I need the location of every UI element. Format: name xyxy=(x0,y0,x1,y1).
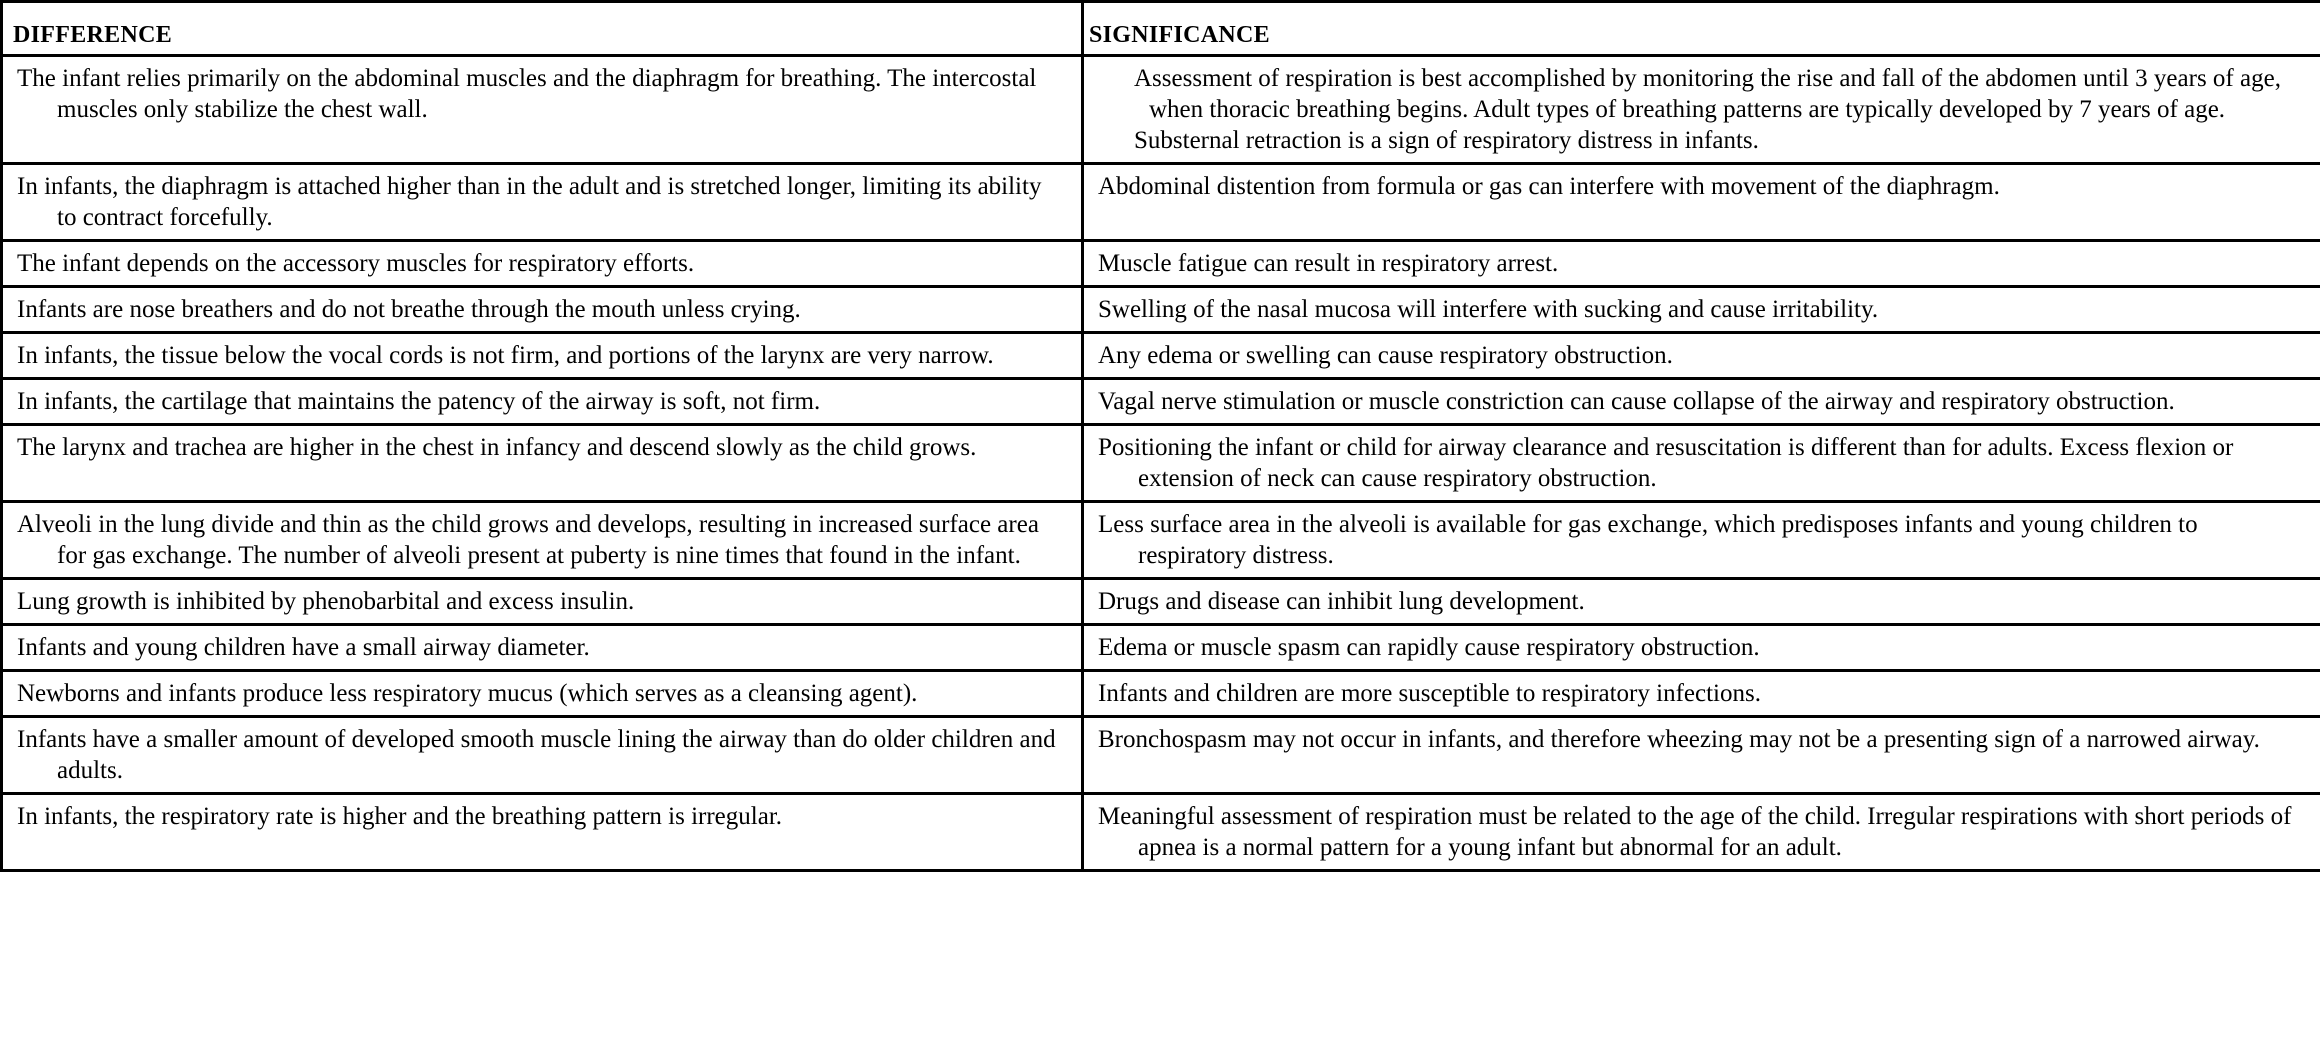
significance-text: Infants and children are more susceptible to respiratory infections. xyxy=(1098,680,1761,707)
table-row xyxy=(2,241,2320,287)
table-row xyxy=(2,794,2320,871)
table-row xyxy=(2,164,2320,241)
table-row xyxy=(2,717,2320,794)
cell-significance xyxy=(1083,671,2320,717)
significance-text: Meaningful assessment of respiration must be related to the age of the child. Irregular respirations with short periods of apnea is a normal pattern for a young infant but abnormal for an adult. xyxy=(1098,803,2292,861)
difference-text: Infants are nose breathers and do not breathe through the mouth unless crying. xyxy=(17,296,801,323)
cell-significance xyxy=(1083,379,2320,425)
cell-significance xyxy=(1083,164,2320,241)
header-difference: DIFFERENCE xyxy=(2,2,1083,56)
significance-text: Muscle fatigue can result in respiratory arrest. xyxy=(1098,250,1559,277)
significance-text: Positioning the infant or child for airway clearance and resuscitation is different than for adults. Excess flexion or extension of neck can cause respiratory obstruction. xyxy=(1098,434,2234,492)
table-row xyxy=(2,425,2320,502)
table-row xyxy=(2,287,2320,333)
cell-difference xyxy=(2,671,1083,717)
significance-text: Bronchospasm may not occur in infants, and therefore wheezing may not be a presenting sign of a narrowed airway. xyxy=(1098,726,2260,753)
cell-difference xyxy=(2,56,1083,164)
difference-text: The infant depends on the accessory muscles for respiratory efforts. xyxy=(17,250,695,277)
cell-difference xyxy=(2,794,1083,871)
cell-significance xyxy=(1083,794,2320,871)
cell-difference xyxy=(2,425,1083,502)
significance-text: Drugs and disease can inhibit lung development. xyxy=(1098,588,1585,615)
significance-text: Swelling of the nasal mucosa will interfere with sucking and cause irritability. xyxy=(1098,296,1879,323)
cell-difference xyxy=(2,287,1083,333)
significance-text: Substernal retraction is a sign of respiratory distress in infants. xyxy=(1134,127,1759,154)
table-body xyxy=(2,56,2320,871)
difference-text: Newborns and infants produce less respiratory mucus (which serves as a cleansing agent). xyxy=(17,680,918,707)
significance-text: Any edema or swelling can cause respiratory obstruction. xyxy=(1098,342,1673,369)
cell-significance xyxy=(1083,333,2320,379)
significance-text: Assessment of respiration is best accomplished by monitoring the rise and fall of the abdomen until 3 years of age, when thoracic breathing begins. Adult types of breathing patterns are typically developed by 7 years of age. xyxy=(1134,65,2281,123)
significance-text: Vagal nerve stimulation or muscle constriction can cause collapse of the airway and respiratory obstruction. xyxy=(1098,388,2175,415)
difference-text: In infants, the diaphragm is attached higher than in the adult and is stretched longer, limiting its ability to contract forcefully. xyxy=(17,173,1042,231)
table-row xyxy=(2,579,2320,625)
cell-significance xyxy=(1083,56,2320,164)
significance-text: Edema or muscle spasm can rapidly cause respiratory obstruction. xyxy=(1098,634,1760,661)
cell-significance xyxy=(1083,502,2320,579)
significance-text: Less surface area in the alveoli is available for gas exchange, which predisposes infants and young children to respiratory distress. xyxy=(1098,511,2198,569)
cell-difference xyxy=(2,333,1083,379)
table-row xyxy=(2,56,2320,164)
table-row xyxy=(2,671,2320,717)
cell-significance xyxy=(1083,625,2320,671)
table-row xyxy=(2,379,2320,425)
difference-text: In infants, the cartilage that maintains the patency of the airway is soft, not firm. xyxy=(17,388,821,415)
cell-significance xyxy=(1083,425,2320,502)
cell-difference xyxy=(2,579,1083,625)
difference-text: Alveoli in the lung divide and thin as the child grows and develops, resulting in increased surface area for gas exchange. The number of alveoli present at puberty is nine times that found in the infant. xyxy=(17,511,1039,569)
cell-significance xyxy=(1083,717,2320,794)
table-row xyxy=(2,333,2320,379)
header-row xyxy=(2,2,2320,56)
cell-difference xyxy=(2,717,1083,794)
difference-text: Lung growth is inhibited by phenobarbital and excess insulin. xyxy=(17,588,635,615)
cell-significance xyxy=(1083,287,2320,333)
cell-significance xyxy=(1083,579,2320,625)
cell-significance xyxy=(1083,241,2320,287)
header-significance: SIGNIFICANCE xyxy=(1083,2,2320,56)
cell-difference xyxy=(2,164,1083,241)
cell-difference xyxy=(2,241,1083,287)
cell-difference xyxy=(2,379,1083,425)
difference-text: In infants, the respiratory rate is higher and the breathing pattern is irregular. xyxy=(17,803,783,830)
significance-text: Abdominal distention from formula or gas can interfere with movement of the diaphragm. xyxy=(1098,173,2000,200)
difference-text: The infant relies primarily on the abdominal muscles and the diaphragm for breathing. The intercostal muscles only stabilize the chest wall. xyxy=(17,65,1037,123)
difference-text: The larynx and trachea are higher in the chest in infancy and descend slowly as the child grows. xyxy=(17,434,977,461)
difference-text: Infants have a smaller amount of developed smooth muscle lining the airway than do older children and adults. xyxy=(17,726,1056,784)
table-row xyxy=(2,502,2320,579)
cell-difference xyxy=(2,502,1083,579)
difference-text: In infants, the tissue below the vocal cords is not firm, and portions of the larynx are very narrow. xyxy=(17,342,994,369)
difference-text: Infants and young children have a small airway diameter. xyxy=(17,634,590,661)
table-row xyxy=(2,625,2320,671)
cell-difference xyxy=(2,625,1083,671)
table-header xyxy=(2,2,2320,56)
